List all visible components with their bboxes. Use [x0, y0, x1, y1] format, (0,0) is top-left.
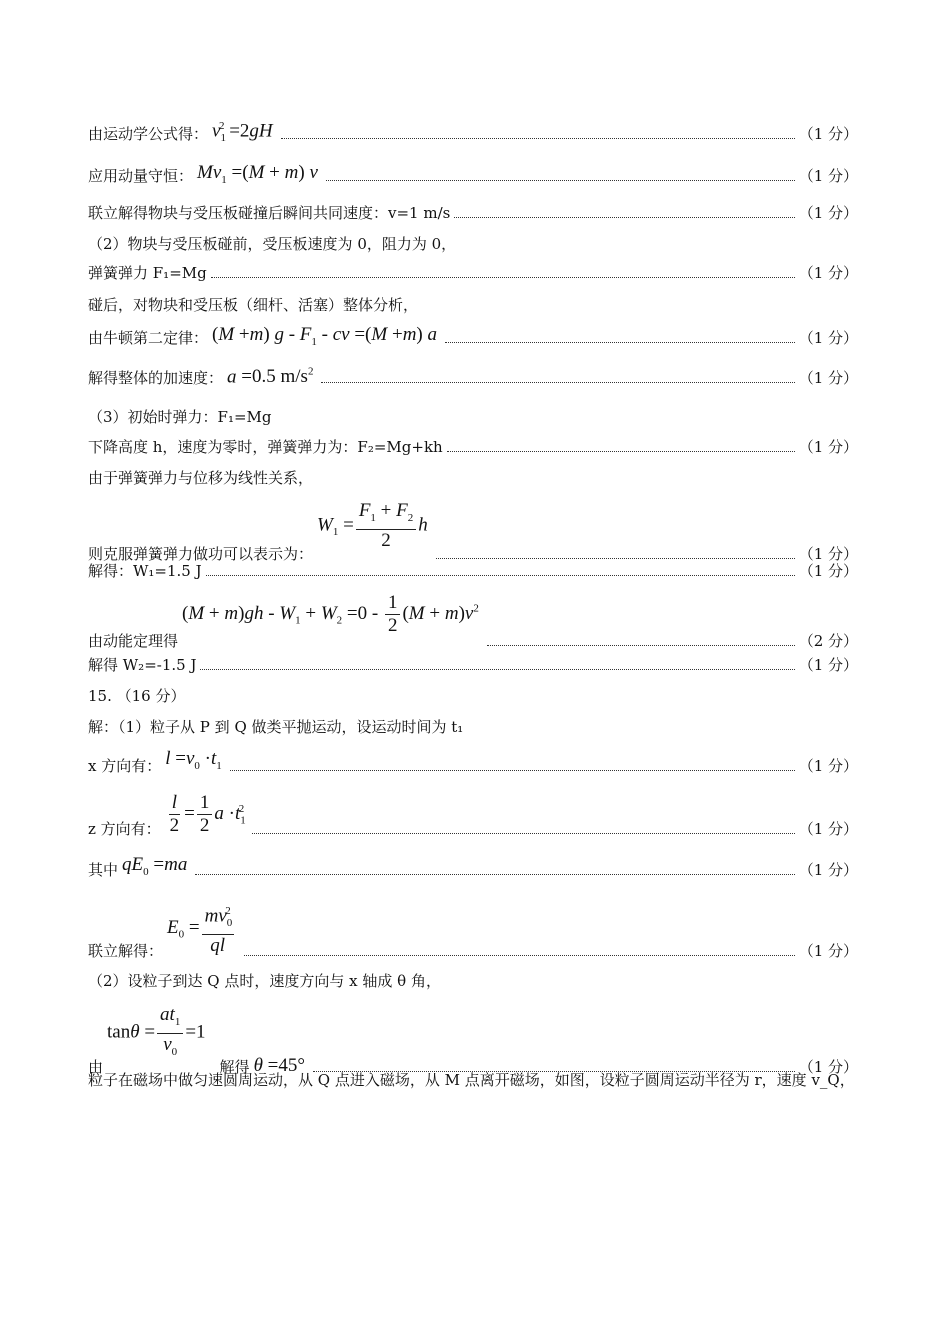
line-spring-force: [88, 262, 858, 283]
line-mid-text: 解得: [219, 1057, 250, 1076]
line-spring-work: [88, 500, 858, 564]
line-momentum: [88, 162, 858, 186]
line-text: 解得：W₁=1.5 J: [88, 562, 202, 580]
line-magnetic-field: 粒子在磁场中做匀速圆周运动，从 Q 点进入磁场，从 M 点离开磁场，如图，设粒子圆周运动半径为 r，速度 v_Q，: [88, 1071, 855, 1089]
line-kinematics: [88, 120, 858, 144]
line-w1-result: [88, 560, 858, 581]
line-text: 联立解得：: [88, 942, 164, 961]
line-text: 应用动量守恒：: [88, 166, 194, 185]
line-e0-solution: [88, 900, 858, 961]
dot-leader: [436, 558, 795, 559]
dot-leader: [244, 955, 795, 956]
line-x-direction: [88, 748, 858, 776]
line-text: 弹簧弹力 F₁=Mg: [88, 264, 207, 282]
line-text: 由动能定理得: [88, 632, 179, 650]
line-text: 解得 W₂=-1.5 J: [88, 656, 197, 674]
equation-x-direction: $l =v_0 \cdot t_1$: [165, 748, 222, 772]
dot-leader: [230, 770, 795, 771]
dot-leader: [487, 645, 795, 646]
dot-leader: [445, 342, 795, 343]
equation-z-direction: $\frac{l}{2}$ = $\frac{1}{2}$ $a \cdot t_1^2$: [169, 792, 246, 836]
line-common-velocity: [88, 202, 858, 223]
score-label: （1 分）: [798, 264, 858, 282]
line-text: 则克服弹簧弹力做功可以表示为：: [88, 544, 314, 563]
line-after-collision: 碰后，对物块和受压板（细杆、活塞）整体分析，: [88, 296, 419, 314]
score-label: （2 分）: [798, 632, 858, 650]
line-work-energy: [88, 592, 858, 651]
equation-force: $qE_0 =ma$: [122, 854, 188, 878]
equation-work-energy: $(M + m)gh - W_1 + W_2 =0$ - $\frac{1}{2}$ $(M + m)v^2$: [182, 592, 479, 636]
question-15-header: 15. （16 分）: [88, 687, 186, 705]
line-part2-q15: （2）设粒子到达 Q 点时，速度方向与 x 轴成 θ 角，: [88, 972, 441, 990]
score-label: （1 分）: [798, 942, 858, 961]
line-text: 由: [88, 1057, 104, 1076]
dot-leader: [281, 138, 795, 139]
line-text: 其中: [88, 860, 119, 879]
dot-leader: [326, 180, 795, 181]
equation-momentum: $Mv_1 =(M + m)$ v: [197, 162, 318, 186]
line-part1-intro: 解：（1）粒子从 P 到 Q 做类平抛运动，设运动时间为 t₁: [88, 718, 464, 736]
line-linear-relation: 由于弹簧弹力与位移为线性关系，: [88, 469, 314, 487]
score-label: （1 分）: [798, 860, 858, 879]
line-text: 由运动学公式得：: [88, 125, 209, 144]
dot-leader: [321, 382, 794, 383]
score-label: （1 分）: [798, 820, 858, 838]
score-label: （1 分）: [798, 204, 858, 222]
equation-newton: (M +m) g - $F_1$ - cv =(M +m) a: [212, 324, 437, 348]
equation-spring-work: $W_1$ = $\frac{F_1 + F_2}{2}$ h: [317, 500, 428, 551]
equation-tan-theta: tanθ = $\frac{at_1}{v_0}$ =1: [107, 1004, 206, 1058]
dot-leader: [206, 575, 795, 576]
score-label: （1 分）: [798, 562, 858, 580]
line-acceleration: [88, 366, 858, 388]
score-label: （1 分）: [798, 544, 858, 563]
dot-leader: [252, 833, 794, 834]
line-force-relation: [88, 854, 858, 880]
line-newton-second-law: [88, 324, 858, 348]
dot-leader: [211, 277, 795, 278]
line-text: 下降高度 h，速度为零时，弹簧弹力为：F₂=Mg+kh: [88, 438, 443, 456]
line-w2-result: [88, 654, 858, 675]
dot-leader: [447, 451, 795, 452]
equation-acceleration: a =0.5 $m/s^2$: [227, 366, 314, 388]
score-label: （1 分）: [798, 166, 858, 185]
score-label: （1 分）: [798, 369, 858, 388]
line-text: 联立解得物块与受压板碰撞后瞬间共同速度：v=1 m/s: [88, 204, 451, 222]
dot-leader: [200, 669, 794, 670]
dot-leader: [454, 217, 794, 218]
line-spring-force-2: [88, 436, 858, 457]
line-text: 由牛顿第二定律：: [88, 328, 209, 347]
line-z-direction: [88, 792, 858, 839]
equation-v1-squared: $v_1^2 =2gH$: [212, 120, 273, 145]
line-text: z 方向有：: [88, 820, 161, 838]
line-part2-intro: （2）物块与受压板碰前，受压板速度为 0，阻力为 0，: [88, 235, 457, 253]
score-label: （1 分）: [798, 328, 858, 347]
equation-e0: $E_0$ = $\frac{mv_0^2}{ql}$: [167, 900, 236, 957]
score-label: （1 分）: [798, 656, 858, 674]
dot-leader: [195, 874, 794, 875]
equation-theta-value: θ =45°: [253, 1054, 305, 1076]
line-text: 解得整体的加速度：: [88, 369, 224, 388]
score-label: （1 分）: [798, 438, 858, 456]
score-label: （1 分）: [798, 1057, 858, 1076]
score-label: （1 分）: [798, 756, 858, 775]
score-label: （1 分）: [798, 125, 858, 144]
line-part3-intro: （3）初始时弹力：F₁=Mg: [88, 408, 272, 426]
line-text: x 方向有：: [88, 756, 162, 775]
